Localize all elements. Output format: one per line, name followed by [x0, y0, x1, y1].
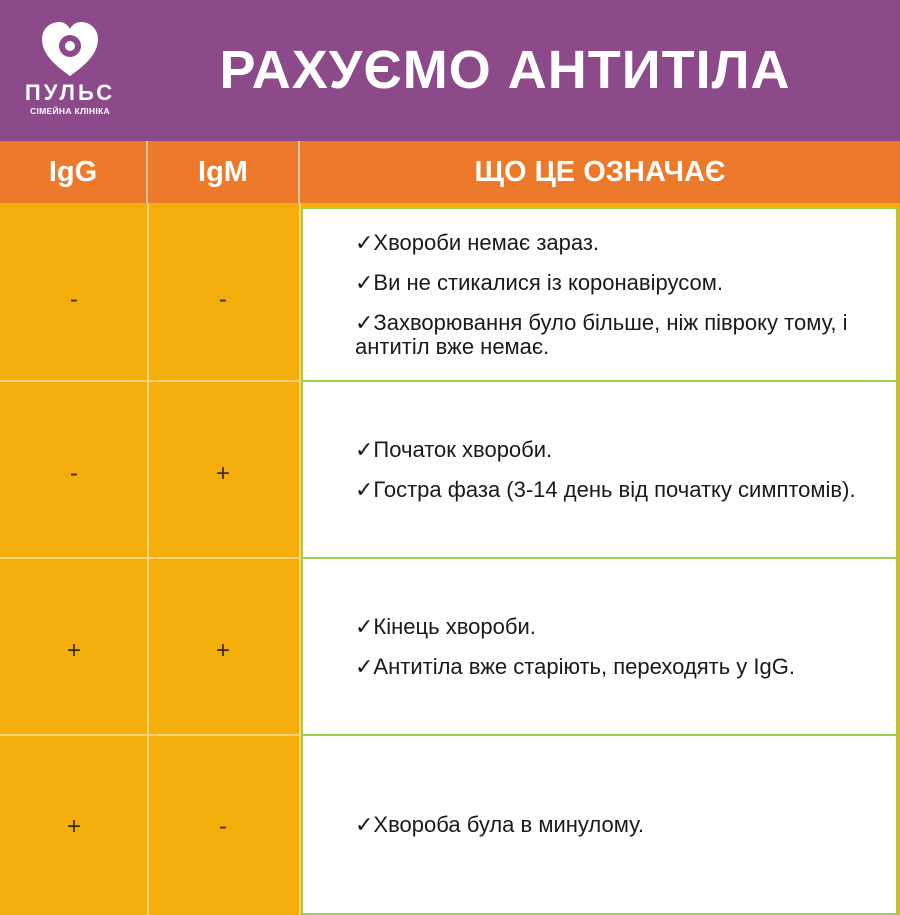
clinic-logo — [22, 20, 118, 120]
row-divider — [0, 734, 300, 736]
meaning-cell — [301, 734, 898, 915]
igg-value: - — [70, 460, 78, 487]
row-divider — [0, 380, 300, 382]
meaning-line: ✓Хвороби немає зараз. — [355, 229, 600, 255]
column-header-meaning: ЩО ЦЕ ОЗНАЧАЄ — [300, 141, 900, 203]
row-divider — [0, 557, 300, 559]
igg-value: + — [66, 637, 81, 664]
meaning-cell — [301, 380, 898, 559]
heart-ring-icon — [39, 20, 101, 78]
column-header-igm: IgM — [148, 141, 300, 203]
column-header-igg: IgG — [0, 141, 148, 203]
meaning-line: ✓Початок хвороби. — [355, 436, 553, 462]
igg-value: + — [66, 813, 81, 840]
igm-value: - — [219, 813, 227, 840]
meaning-line: ✓Гостра фаза (3-14 день від початку симптомів). — [355, 476, 856, 502]
meaning-line: ✓Захворювання було більше, ніж півроку тому, і антитіл вже немає. — [355, 309, 848, 359]
meaning-line: ✓Ви не стикалися із коронавірусом. — [355, 269, 723, 295]
meaning-cell — [301, 207, 898, 382]
page-title: РАХУЄМО АНТИТІЛА — [219, 40, 791, 100]
meaning-line: ✓Хвороба була в минулому. — [355, 811, 644, 837]
meaning-cell — [301, 557, 898, 736]
igm-value: + — [215, 460, 230, 487]
igg-value: - — [70, 286, 78, 313]
header-banner — [0, 0, 900, 141]
logo-name: ПУЛЬС — [24, 80, 116, 105]
meaning-line: ✓Антитіла вже старіють, переходять у IgG. — [355, 653, 795, 679]
logo-subtitle: СІМЕЙНА КЛІНІКА — [30, 106, 110, 116]
igm-value: - — [219, 286, 227, 313]
igm-value: + — [215, 637, 230, 664]
meaning-line: ✓Кінець хвороби. — [355, 613, 536, 639]
